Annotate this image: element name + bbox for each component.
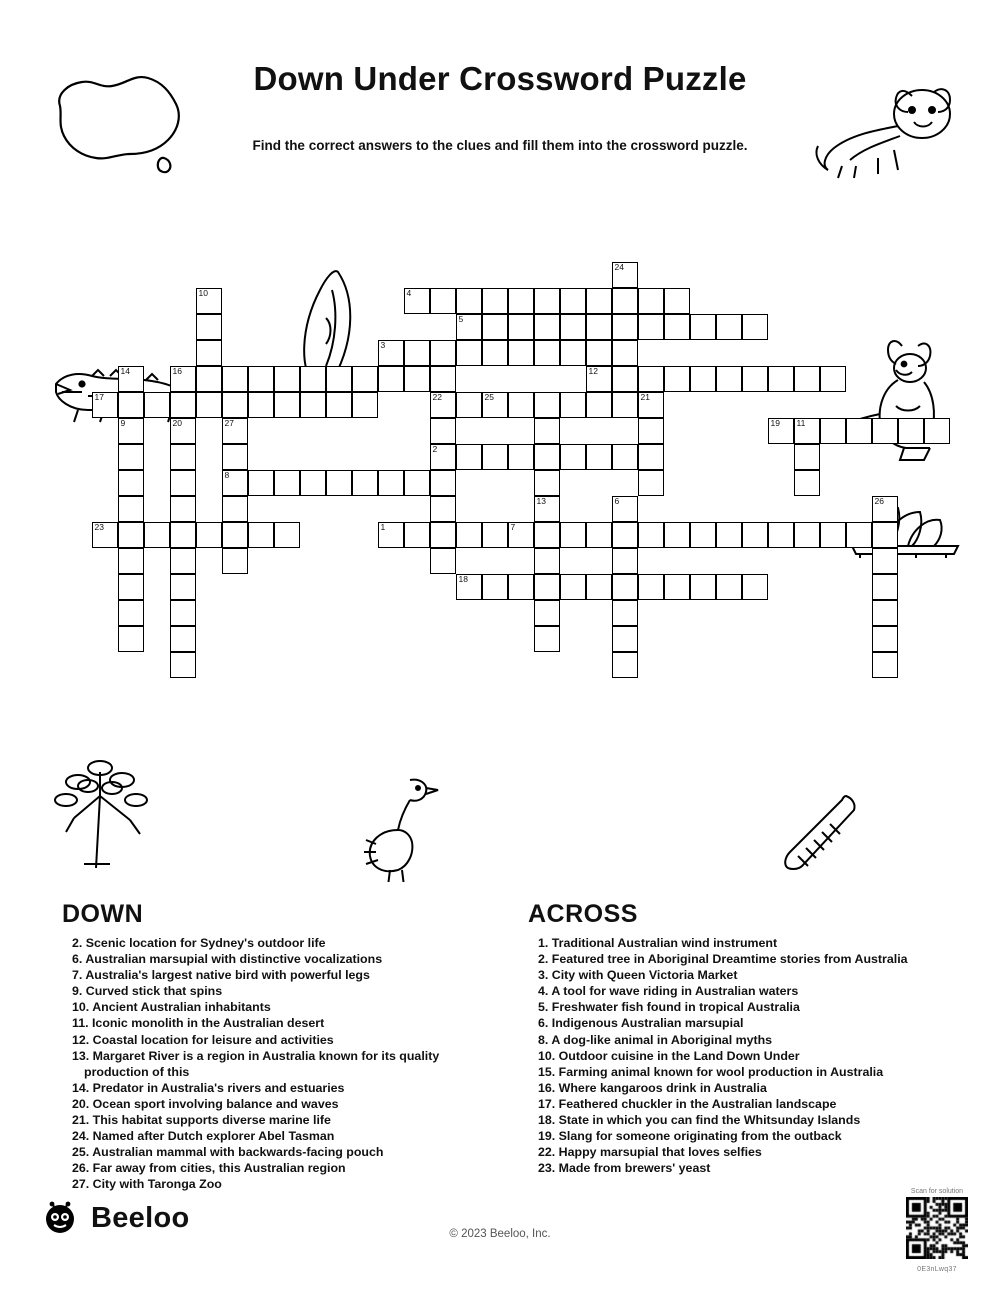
down-clue-list (62, 935, 482, 1193)
crossword-cell[interactable] (222, 366, 248, 392)
crossword-cell[interactable] (274, 366, 300, 392)
crossword-cell[interactable] (638, 288, 664, 314)
crossword-cell[interactable] (118, 626, 144, 652)
crossword-cell[interactable] (794, 444, 820, 470)
crossword-cell[interactable] (690, 366, 716, 392)
crossword-cell[interactable] (170, 548, 196, 574)
crossword-cell[interactable] (430, 444, 456, 470)
crossword-cell[interactable] (508, 574, 534, 600)
crossword-cell[interactable] (456, 340, 482, 366)
crossword-cell[interactable] (274, 522, 300, 548)
crossword-cell[interactable] (482, 522, 508, 548)
crossword-cell[interactable] (196, 366, 222, 392)
crossword-cell[interactable] (248, 522, 274, 548)
crossword-cell[interactable] (222, 548, 248, 574)
crossword-cell[interactable] (482, 444, 508, 470)
cell-number: 5 (458, 314, 464, 324)
crossword-cell[interactable] (118, 496, 144, 522)
crossword-cell[interactable] (534, 496, 560, 522)
crossword-cell[interactable] (638, 444, 664, 470)
crossword-cell[interactable] (118, 574, 144, 600)
cell-number: 9 (120, 418, 126, 428)
down-clue-item: 26. Far away from cities, this Australian region (72, 1161, 346, 1176)
crossword-cell[interactable] (638, 522, 664, 548)
crossword-cell[interactable] (638, 574, 664, 600)
crossword-cell[interactable] (118, 392, 144, 418)
crossword-cell[interactable] (352, 470, 378, 496)
crossword-cell[interactable] (508, 314, 534, 340)
crossword-cell[interactable] (222, 418, 248, 444)
across-clue-item: 23. Made from brewers' yeast (538, 1161, 711, 1176)
crossword-cell[interactable] (482, 314, 508, 340)
crossword-cell[interactable] (586, 444, 612, 470)
crossword-cell[interactable] (430, 522, 456, 548)
qr-code-image (906, 1197, 968, 1259)
crossword-cell[interactable] (170, 626, 196, 652)
crossword-cell[interactable] (794, 470, 820, 496)
crossword-cell[interactable] (430, 392, 456, 418)
crossword-cell[interactable] (378, 522, 404, 548)
crossword-cell[interactable] (92, 392, 118, 418)
crossword-cell[interactable] (508, 444, 534, 470)
crossword-cell[interactable] (534, 522, 560, 548)
crossword-cell[interactable] (482, 392, 508, 418)
crossword-cell[interactable] (612, 548, 638, 574)
crossword-cell[interactable] (456, 574, 482, 600)
crossword-cell[interactable] (716, 314, 742, 340)
crossword-cell[interactable] (742, 366, 768, 392)
crossword-cell[interactable] (612, 600, 638, 626)
cell-number: 1 (380, 522, 386, 532)
crossword-cell[interactable] (664, 314, 690, 340)
crossword-cell[interactable] (170, 470, 196, 496)
crossword-cell[interactable] (456, 314, 482, 340)
cell-number: 24 (614, 262, 624, 272)
crossword-cell[interactable] (430, 418, 456, 444)
crossword-cell[interactable] (222, 444, 248, 470)
crossword-cell[interactable] (612, 392, 638, 418)
crossword-cell[interactable] (742, 574, 768, 600)
crossword-cell[interactable] (716, 522, 742, 548)
crossword-cell[interactable] (768, 366, 794, 392)
across-clue-item: 5. Freshwater fish found in tropical Australia (538, 1000, 800, 1015)
crossword-cell[interactable] (560, 340, 586, 366)
across-clue-item: 4. A tool for wave riding in Australian waters (538, 984, 799, 999)
crossword-cell[interactable] (560, 314, 586, 340)
cell-number: 2 (432, 444, 438, 454)
cell-number: 6 (614, 496, 620, 506)
copyright-text: © 2023 Beeloo, Inc. (449, 1228, 551, 1240)
down-clue-item: 27. City with Taronga Zoo (72, 1177, 222, 1192)
cell-number: 14 (120, 366, 130, 376)
across-clue-item: 22. Happy marsupial that loves selfies (538, 1145, 762, 1160)
crossword-cell[interactable] (872, 496, 898, 522)
crossword-cell[interactable] (586, 340, 612, 366)
crossword-cell[interactable] (534, 444, 560, 470)
crossword-cell[interactable] (534, 600, 560, 626)
crossword-cell[interactable] (404, 366, 430, 392)
crossword-cell[interactable] (872, 574, 898, 600)
crossword-cell[interactable] (430, 470, 456, 496)
cell-number: 26 (874, 496, 884, 506)
crossword-cell[interactable] (664, 288, 690, 314)
crossword-cell[interactable] (638, 392, 664, 418)
crossword-cell[interactable] (768, 418, 794, 444)
crossword-cell[interactable] (872, 600, 898, 626)
page-title: Down Under Crossword Puzzle (253, 60, 747, 97)
down-clue-item: 6. Australian marsupial with distinctive vocalizations (72, 952, 383, 967)
crossword-cell[interactable] (716, 574, 742, 600)
down-clue-item: 21. This habitat supports diverse marine life (72, 1113, 331, 1128)
crossword-cell[interactable] (638, 470, 664, 496)
cell-number: 17 (94, 392, 104, 402)
crossword-cell[interactable] (118, 600, 144, 626)
crossword-cell[interactable] (170, 444, 196, 470)
crossword-cell[interactable] (612, 496, 638, 522)
crossword-cell[interactable] (196, 340, 222, 366)
crossword-cell[interactable] (352, 392, 378, 418)
crossword-cell[interactable] (742, 522, 768, 548)
down-clue-item: 2. Scenic location for Sydney's outdoor life (72, 936, 326, 950)
crossword-cell[interactable] (170, 496, 196, 522)
crossword-cell[interactable] (170, 418, 196, 444)
across-clue-item: 2. Featured tree in Aboriginal Dreamtime stories from Australia (538, 952, 908, 967)
crossword-cell[interactable] (664, 366, 690, 392)
down-clue-item: 9. Curved stick that spins (72, 984, 223, 999)
crossword-cell[interactable] (612, 652, 638, 678)
cell-number: 16 (172, 366, 182, 376)
crossword-cell[interactable] (482, 574, 508, 600)
across-clue-item: 19. Slang for someone originating from the outback (538, 1129, 842, 1144)
crossword-cell[interactable] (118, 522, 144, 548)
crossword-cell[interactable] (456, 444, 482, 470)
crossword-cell[interactable] (248, 470, 274, 496)
crossword-cell[interactable] (534, 288, 560, 314)
crossword-cell[interactable] (456, 288, 482, 314)
crossword-cell[interactable] (404, 470, 430, 496)
down-clue-item: 14. Predator in Australia's rivers and estuaries (72, 1080, 345, 1095)
crossword-cell[interactable] (222, 496, 248, 522)
across-clue-item: 6. Indigenous Australian marsupial (538, 1016, 744, 1031)
cell-number: 11 (796, 418, 806, 428)
down-heading: DOWN (62, 900, 144, 928)
cell-number: 4 (406, 288, 412, 298)
crossword-cell[interactable] (92, 522, 118, 548)
across-clue-item: 8. A dog-like animal in Aboriginal myths (538, 1032, 773, 1047)
down-clue-item: 11. Iconic monolith in the Australian desert (72, 1016, 325, 1031)
crossword-cell[interactable] (274, 470, 300, 496)
crossword-cell[interactable] (820, 522, 846, 548)
crossword-cell[interactable] (612, 340, 638, 366)
crossword-cell[interactable] (170, 366, 196, 392)
crossword-cell[interactable] (482, 288, 508, 314)
crossword-cell[interactable] (118, 548, 144, 574)
down-clue-item: 10. Ancient Australian inhabitants (72, 1000, 271, 1015)
crossword-cell[interactable] (690, 314, 716, 340)
crossword-cell[interactable] (560, 574, 586, 600)
down-clue-item: 20. Ocean sport involving balance and waves (72, 1096, 339, 1111)
crossword-cell[interactable] (586, 522, 612, 548)
crossword-cell[interactable] (196, 314, 222, 340)
crossword-cell[interactable] (482, 340, 508, 366)
crossword-cell[interactable] (612, 444, 638, 470)
crossword-cell[interactable] (638, 418, 664, 444)
crossword-cell[interactable] (612, 262, 638, 288)
crossword-cell[interactable] (534, 574, 560, 600)
crossword-cell[interactable] (326, 366, 352, 392)
crossword-cell[interactable] (430, 288, 456, 314)
cell-number: 22 (432, 392, 442, 402)
crossword-cell[interactable] (456, 392, 482, 418)
brand-name: Beeloo (91, 1201, 190, 1234)
crossword-cell[interactable] (586, 366, 612, 392)
crossword-cell[interactable] (612, 522, 638, 548)
crossword-cell[interactable] (586, 574, 612, 600)
cell-number: 8 (224, 470, 230, 480)
cell-number: 10 (198, 288, 208, 298)
crossword-cell[interactable] (612, 288, 638, 314)
crossword-cell[interactable] (248, 392, 274, 418)
cell-number: 20 (172, 418, 182, 428)
crossword-cell[interactable] (612, 574, 638, 600)
down-clue-item: 13. Margaret River is a region in Australia known for its quality production of this (72, 1048, 440, 1079)
crossword-cell[interactable] (664, 574, 690, 600)
crossword-cell[interactable] (664, 522, 690, 548)
cell-number: 7 (510, 522, 516, 532)
crossword-cell[interactable] (846, 522, 872, 548)
across-clues-column (528, 900, 968, 1176)
crossword-cell[interactable] (560, 288, 586, 314)
crossword-cell[interactable] (222, 470, 248, 496)
crossword-cell[interactable] (690, 574, 716, 600)
crossword-cell[interactable] (170, 392, 196, 418)
crossword-cell[interactable] (872, 522, 898, 548)
crossword-cell[interactable] (534, 314, 560, 340)
qr-code-text: 0E3nLwq37 (917, 1266, 957, 1273)
crossword-cell[interactable] (430, 548, 456, 574)
across-clue-item: 1. Traditional Australian wind instrument (538, 936, 778, 950)
across-clue-item: 17. Feathered chuckler in the Australian landscape (538, 1096, 837, 1111)
crossword-cell[interactable] (846, 418, 872, 444)
cell-number: 12 (588, 366, 598, 376)
crossword-cell[interactable] (560, 522, 586, 548)
crossword-cell[interactable] (170, 600, 196, 626)
crossword-cell[interactable] (508, 288, 534, 314)
crossword-cell[interactable] (534, 418, 560, 444)
crossword-cell[interactable] (118, 418, 144, 444)
across-clue-item: 3. City with Queen Victoria Market (538, 968, 738, 983)
crossword-cell[interactable] (560, 392, 586, 418)
crossword-cell[interactable] (326, 470, 352, 496)
crossword-cell[interactable] (534, 548, 560, 574)
crossword-cell[interactable] (378, 340, 404, 366)
crossword-cell[interactable] (534, 392, 560, 418)
crossword-cell[interactable] (534, 470, 560, 496)
crossword-cell[interactable] (196, 522, 222, 548)
down-clue-item: 25. Australian mammal with backwards-facing pouch (72, 1145, 384, 1160)
crossword-cell[interactable] (144, 392, 170, 418)
cell-number: 13 (536, 496, 546, 506)
crossword-cell[interactable] (820, 418, 846, 444)
crossword-cell[interactable] (118, 366, 144, 392)
cell-number: 3 (380, 340, 386, 350)
crossword-cell[interactable] (586, 314, 612, 340)
crossword-cell[interactable] (248, 366, 274, 392)
crossword-cell[interactable] (300, 366, 326, 392)
crossword-cell[interactable] (456, 522, 482, 548)
across-clue-item: 18. State in which you can find the Whitsunday Islands (538, 1113, 861, 1128)
across-clue-list (528, 935, 968, 1176)
crossword-cell[interactable] (638, 314, 664, 340)
cell-number: 18 (458, 574, 468, 584)
cell-number: 27 (224, 418, 234, 428)
across-clue-item: 16. Where kangaroos drink in Australia (538, 1080, 767, 1095)
cell-number: 25 (484, 392, 494, 402)
crossword-cell[interactable] (898, 418, 924, 444)
cell-number: 23 (94, 522, 104, 532)
across-clue-item: 10. Outdoor cuisine in the Land Down Under (538, 1048, 800, 1063)
down-clue-item: 12. Coastal location for leisure and activities (72, 1032, 334, 1047)
crossword-cell[interactable] (404, 340, 430, 366)
crossword-cell[interactable] (222, 392, 248, 418)
crossword-cell[interactable] (378, 470, 404, 496)
crossword-cell[interactable] (300, 392, 326, 418)
crossword-cell[interactable] (612, 314, 638, 340)
qr-block (906, 1188, 968, 1273)
down-clues-column (62, 900, 482, 1193)
crossword-cell[interactable] (872, 548, 898, 574)
down-clue-item: 24. Named after Dutch explorer Abel Tasman (72, 1129, 335, 1144)
crossword-cell[interactable] (430, 496, 456, 522)
crossword-cell[interactable] (170, 522, 196, 548)
crossword-cell[interactable] (534, 340, 560, 366)
crossword-cell[interactable] (612, 626, 638, 652)
crossword-cell[interactable] (872, 626, 898, 652)
crossword-cell[interactable] (768, 522, 794, 548)
crossword-cell[interactable] (222, 522, 248, 548)
crossword-cell[interactable] (924, 418, 950, 444)
crossword-cell[interactable] (404, 288, 430, 314)
crossword-cell[interactable] (534, 626, 560, 652)
crossword-cell[interactable] (196, 288, 222, 314)
crossword-cell[interactable] (872, 652, 898, 678)
crossword-cell[interactable] (690, 522, 716, 548)
across-clue-item: 15. Farming animal known for wool production in Australia (538, 1064, 884, 1079)
crossword-cell[interactable] (430, 340, 456, 366)
cell-number: 21 (640, 392, 650, 402)
crossword-cell[interactable] (508, 340, 534, 366)
down-clue-item: 7. Australia's largest native bird with powerful legs (72, 968, 370, 983)
across-heading: ACROSS (528, 900, 638, 928)
crossword-cell[interactable] (170, 652, 196, 678)
crossword-cell[interactable] (820, 366, 846, 392)
crossword-cell[interactable] (430, 366, 456, 392)
crossword-cell[interactable] (508, 392, 534, 418)
crossword-cell[interactable] (326, 392, 352, 418)
crossword-cell[interactable] (170, 574, 196, 600)
crossword-cell[interactable] (404, 522, 430, 548)
crossword-cell[interactable] (742, 314, 768, 340)
crossword-cell[interactable] (118, 444, 144, 470)
crossword-cell[interactable] (560, 444, 586, 470)
qr-label: Scan for solution (910, 1188, 964, 1195)
crossword-cell[interactable] (144, 522, 170, 548)
crossword-cell[interactable] (196, 392, 222, 418)
crossword-cell[interactable] (638, 366, 664, 392)
crossword-cell[interactable] (352, 366, 378, 392)
crossword-cell[interactable] (300, 470, 326, 496)
crossword-cell[interactable] (118, 470, 144, 496)
page-subtitle: Find the correct answers to the clues and fill them into the crossword puzzle. (252, 138, 748, 153)
crossword-cell[interactable] (508, 522, 534, 548)
crossword-cell[interactable] (586, 392, 612, 418)
crossword-cell[interactable] (794, 522, 820, 548)
crossword-cell[interactable] (872, 418, 898, 444)
cell-number: 19 (770, 418, 780, 428)
crossword-cell[interactable] (794, 418, 820, 444)
crossword-cell[interactable] (794, 366, 820, 392)
crossword-cell[interactable] (378, 366, 404, 392)
crossword-cell[interactable] (716, 366, 742, 392)
crossword-cell[interactable] (586, 288, 612, 314)
crossword-cell[interactable] (274, 392, 300, 418)
crossword-cell[interactable] (612, 366, 638, 392)
